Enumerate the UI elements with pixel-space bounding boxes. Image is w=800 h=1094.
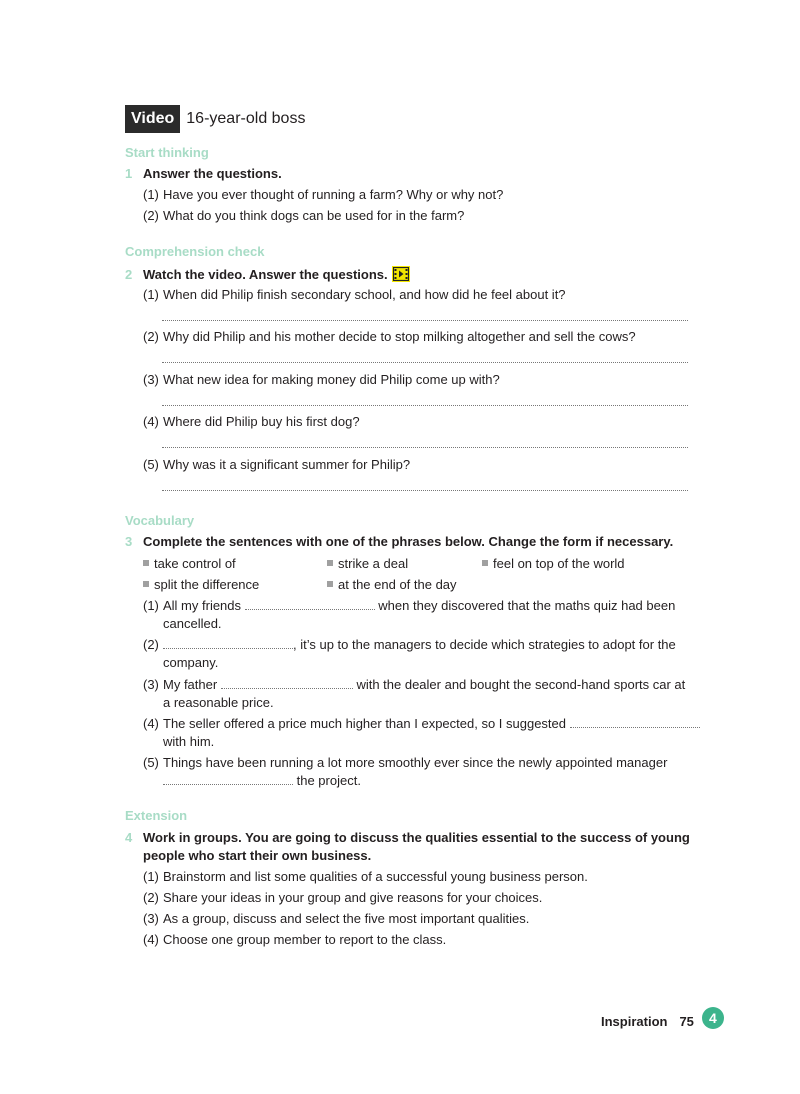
section-heading-start-thinking: Start thinking [125,145,209,160]
question-number: 3 [125,534,133,549]
sentence-after: when they discovered that the maths quiz had been [378,598,676,613]
phrase-option [143,556,236,571]
item-text: Why did Philip and his mother decide to stop milking altogether and sell the cows? [163,329,636,344]
item-text: What new idea for making money did Philip come up with? [163,372,500,387]
answer-line[interactable] [162,320,688,321]
video-tag: Video [125,105,180,133]
list-item [143,208,464,223]
item-text: What do you think dogs can be used for in the farm? [163,208,465,223]
item-text: Share your ideas in your group and give reasons for your choices. [163,890,543,905]
fill-blank[interactable] [221,678,353,689]
sentence-continuation: with him. [163,734,215,749]
square-bullet-icon [482,560,488,566]
item-text: When did Philip finish secondary school, and how did he feel about it? [163,287,566,302]
question-text-continued: people who start their own business. [143,848,372,863]
list-item [143,932,446,947]
answer-line[interactable] [162,405,688,406]
phrase-option [327,577,457,592]
question-3 [125,534,673,549]
square-bullet-icon [327,560,333,566]
sentence-before: All my friends [163,598,242,613]
sentence-item [143,755,667,770]
section-heading-extension: Extension [125,808,188,823]
fill-blank[interactable] [163,774,293,785]
sentence-after: the project. [296,773,361,788]
list-item [143,372,500,387]
section-heading-comprehension: Comprehension check [125,244,265,259]
item-number: (4) [143,716,159,731]
list-item [143,869,588,884]
question-4 [125,830,690,845]
question-number: 2 [125,267,133,282]
fill-blank[interactable] [163,638,293,649]
list-item [143,287,566,302]
unit-title: Inspiration [601,1014,668,1029]
item-text: As a group, discuss and select the five most important qualities. [163,911,530,926]
sentence-before: My father [163,677,218,692]
item-number: (1) [143,287,159,302]
item-number: (5) [143,457,159,472]
list-item [143,457,410,472]
sentence-continuation: company. [163,655,219,670]
sentence-continuation: a reasonable price. [163,695,274,710]
question-text: Watch the video. Answer the questions. [143,267,388,282]
phrase-text: at the end of the day [338,577,457,592]
list-item [143,911,529,926]
question-1 [125,166,282,181]
unit-number-badge: 4 [702,1007,724,1029]
fill-blank[interactable] [570,717,700,728]
sentence-continuation: cancelled. [163,616,222,631]
item-text: Choose one group member to report to the class. [163,932,447,947]
item-number: (4) [143,414,159,429]
page-title: 16-year-old boss [186,110,306,127]
sentence-item [143,598,675,613]
item-number: (1) [143,598,159,613]
item-number: (3) [143,677,159,692]
item-text: Why was it a significant summer for Philip? [163,457,411,472]
list-item [143,890,542,905]
phrase-text: take control of [154,556,236,571]
item-number: (2) [143,637,159,652]
item-number: (3) [143,372,159,387]
item-number: (1) [143,187,159,202]
phrase-text: strike a deal [338,556,409,571]
answer-line[interactable] [162,362,688,363]
square-bullet-icon [143,581,149,587]
list-item [143,187,503,202]
page-number: 75 [679,1014,694,1029]
item-number: (3) [143,911,159,926]
question-text: Complete the sentences with one of the phrases below. Change the form if necessary. [143,534,674,549]
video-clip-icon[interactable] [392,266,410,282]
item-number: (1) [143,869,159,884]
answer-line[interactable] [162,490,688,491]
sentence-before: The seller offered a price much higher than I expected, so I suggested [163,716,566,731]
sentence-item [143,716,700,731]
square-bullet-icon [327,581,333,587]
phrase-text: split the difference [154,577,260,592]
sentence-item [143,677,685,692]
item-text: Have you ever thought of running a farm? Why or why not? [163,187,504,202]
list-item [143,414,360,429]
question-text: Work in groups. You are going to discuss the qualities essential to the success of young [143,830,690,845]
question-2 [125,266,410,282]
sentence-after: with the dealer and bought the second-hand sports car at [356,677,686,692]
question-text: Answer the questions. [143,166,282,181]
section-heading-vocabulary: Vocabulary [125,513,195,528]
item-number: (2) [143,890,159,905]
answer-line[interactable] [162,447,688,448]
phrase-option [482,556,625,571]
sentence-continuation [163,773,361,788]
question-number: 1 [125,166,133,181]
page-footer [601,1009,724,1029]
item-number: (4) [143,932,159,947]
fill-blank[interactable] [245,599,375,610]
sentence-after: , it’s up to the managers to decide which strategies to adopt for the [293,637,676,652]
question-number: 4 [125,830,133,845]
title-row [125,105,305,133]
phrase-option [327,556,408,571]
square-bullet-icon [143,560,149,566]
item-number: (5) [143,755,159,770]
item-number: (2) [143,208,159,223]
sentence-item [143,637,676,652]
sentence-before: Things have been running a lot more smoothly ever since the newly appointed manager [163,755,668,770]
phrase-option [143,577,259,592]
item-text: Where did Philip buy his first dog? [163,414,360,429]
item-number: (2) [143,329,159,344]
list-item [143,329,636,344]
item-text: Brainstorm and list some qualities of a successful young business person. [163,869,588,884]
phrase-text: feel on top of the world [493,556,625,571]
